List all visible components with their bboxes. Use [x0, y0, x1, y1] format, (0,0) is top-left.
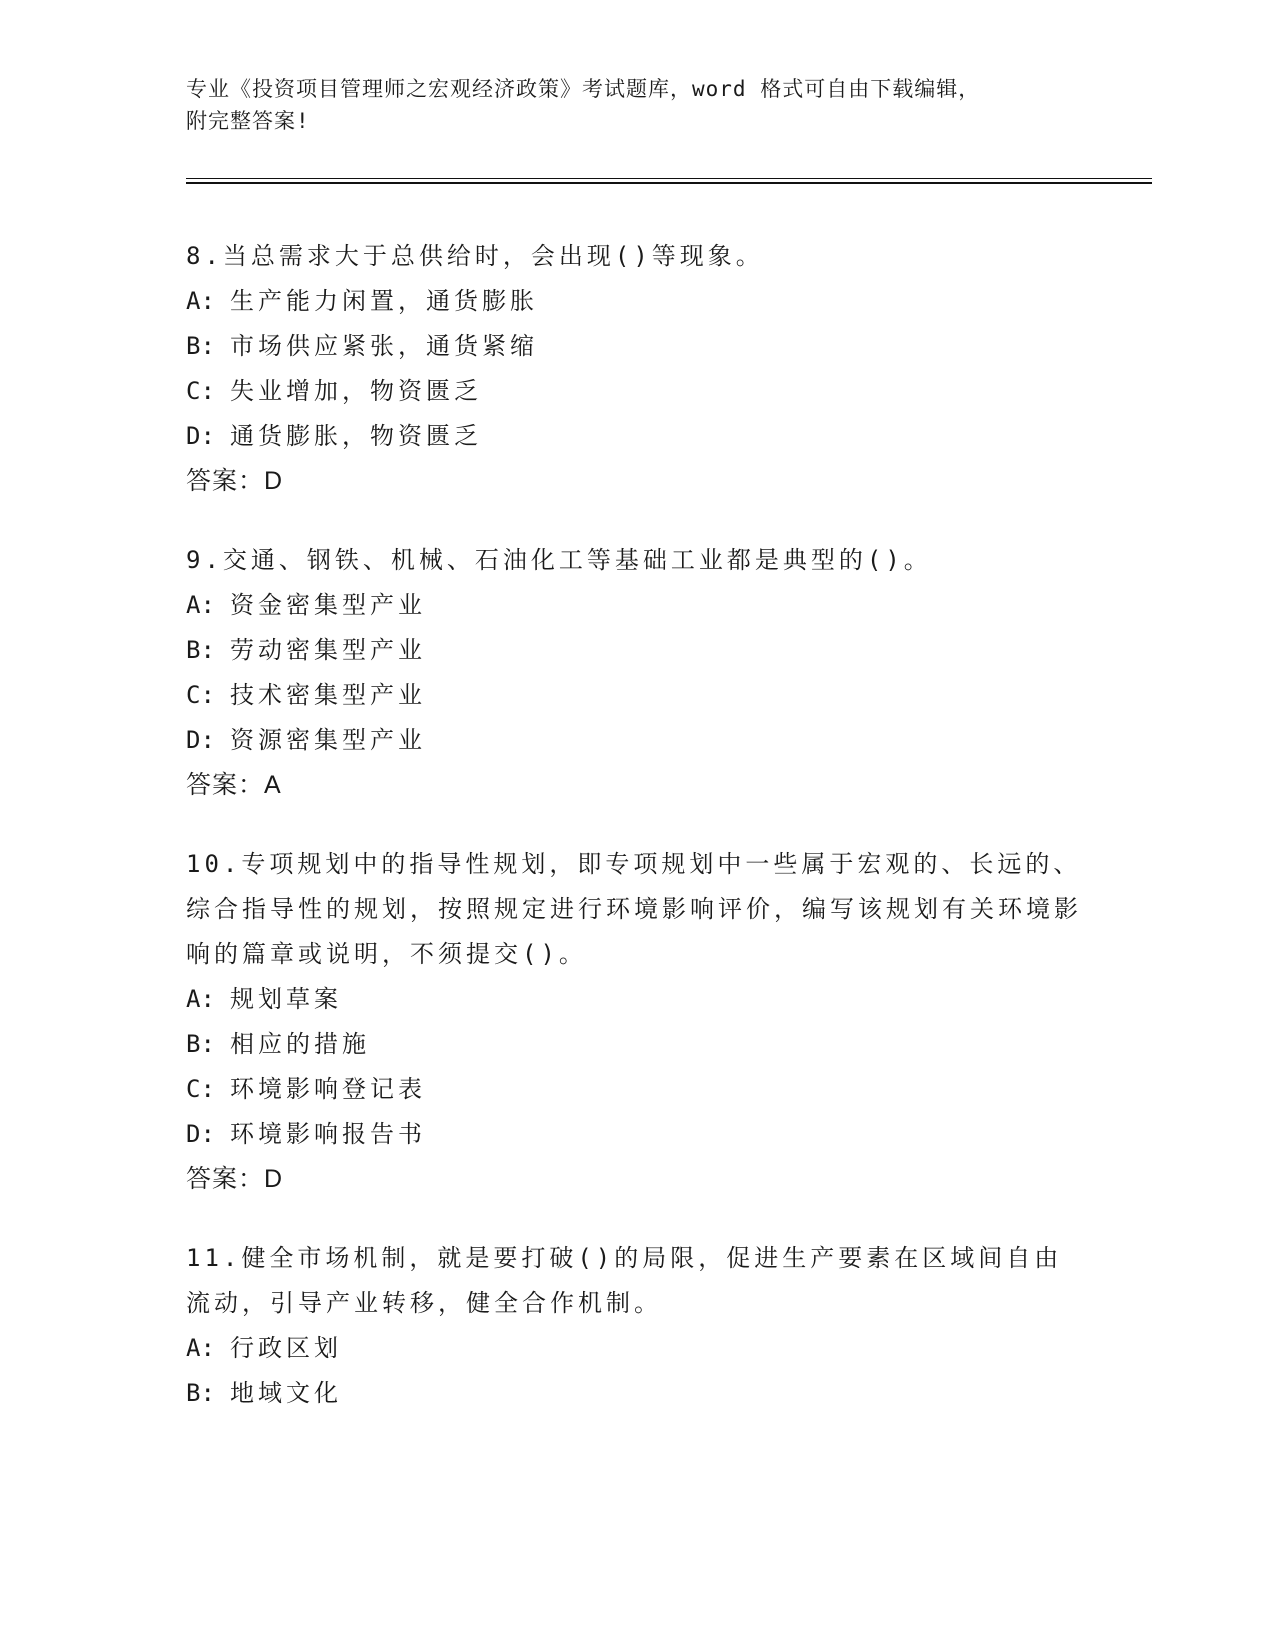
- option-item: [186, 1326, 1086, 1371]
- option-text: 资金密集型产业: [230, 591, 426, 619]
- option-letter: C:: [186, 681, 215, 709]
- answer-label: 答案：: [186, 467, 265, 495]
- question-block: [186, 538, 1086, 808]
- option-letter: A:: [186, 287, 215, 315]
- option-text: 环境影响登记表: [230, 1075, 426, 1103]
- option-text: 劳动密集型产业: [230, 636, 426, 664]
- answer-value: D: [264, 467, 284, 495]
- option-list: [186, 583, 1086, 763]
- option-letter: D:: [186, 726, 215, 754]
- question-stem: 10.专项规划中的指导性规划，即专项规划中一些属于宏观的、长远的、综合指导性的规划，按照规定进行环境影响评价，编写该规划有关环境影响的篇章或说明，不须提交()。: [186, 850, 1082, 968]
- option-item: [186, 673, 1086, 718]
- option-item: [186, 279, 1086, 324]
- option-letter: D:: [186, 1120, 215, 1148]
- option-item: [186, 414, 1086, 459]
- option-item: [186, 1067, 1086, 1112]
- answer-value: A: [264, 771, 282, 799]
- question-stem: 11.健全市场机制，就是要打破()的局限，促进生产要素在区域间自由流动，引导产业转移，健全合作机制。: [186, 1244, 1063, 1317]
- option-text: 相应的措施: [230, 1030, 370, 1058]
- option-list: [186, 977, 1086, 1157]
- question-stem: 8.当总需求大于总供给时，会出现()等现象。: [186, 242, 764, 270]
- option-letter: B:: [186, 332, 215, 360]
- answer-label: 答案：: [186, 1165, 265, 1193]
- option-item: [186, 1371, 1086, 1416]
- option-letter: B:: [186, 1379, 215, 1407]
- header-divider-thick: [186, 182, 1152, 184]
- document-header: [186, 73, 1086, 137]
- option-letter: B:: [186, 1030, 215, 1058]
- option-text: 规划草案: [230, 985, 342, 1013]
- option-letter: C:: [186, 1075, 215, 1103]
- option-item: [186, 1112, 1086, 1157]
- option-item: [186, 583, 1086, 628]
- option-text: 技术密集型产业: [230, 681, 426, 709]
- question-stem: 9.交通、钢铁、机械、石油化工等基础工业都是典型的()。: [186, 546, 932, 574]
- option-item: [186, 977, 1086, 1022]
- option-item: [186, 324, 1086, 369]
- answer-value: D: [264, 1165, 284, 1193]
- option-item: [186, 369, 1086, 414]
- question-block: [186, 1236, 1086, 1416]
- option-item: [186, 628, 1086, 673]
- option-text: 行政区划: [230, 1334, 342, 1362]
- header-line-1: 专业《投资项目管理师之宏观经济政策》考试题库，word 格式可自由下载编辑，: [186, 77, 981, 101]
- question-block: [186, 234, 1086, 504]
- option-list: [186, 1326, 1086, 1416]
- answer-line: [186, 1157, 1086, 1202]
- option-letter: A:: [186, 985, 215, 1013]
- option-letter: A:: [186, 1334, 215, 1362]
- answer-label: 答案：: [186, 771, 265, 799]
- option-text: 地域文化: [230, 1379, 342, 1407]
- option-item: [186, 1022, 1086, 1067]
- header-divider-thin: [186, 178, 1152, 179]
- option-text: 生产能力闲置，通货膨胀: [230, 287, 538, 315]
- option-letter: A:: [186, 591, 215, 619]
- option-text: 市场供应紧张，通货紧缩: [230, 332, 538, 360]
- option-text: 资源密集型产业: [230, 726, 426, 754]
- option-list: [186, 279, 1086, 459]
- answer-line: [186, 459, 1086, 504]
- option-text: 环境影响报告书: [230, 1120, 426, 1148]
- option-item: [186, 718, 1086, 763]
- option-letter: C:: [186, 377, 215, 405]
- header-line-2: 附完整答案!: [186, 109, 310, 133]
- option-letter: D:: [186, 422, 215, 450]
- option-text: 失业增加，物资匮乏: [230, 377, 482, 405]
- option-letter: B:: [186, 636, 215, 664]
- option-text: 通货膨胀，物资匮乏: [230, 422, 482, 450]
- question-block: [186, 842, 1086, 1202]
- question-list: [186, 234, 1086, 1450]
- answer-line: [186, 763, 1086, 808]
